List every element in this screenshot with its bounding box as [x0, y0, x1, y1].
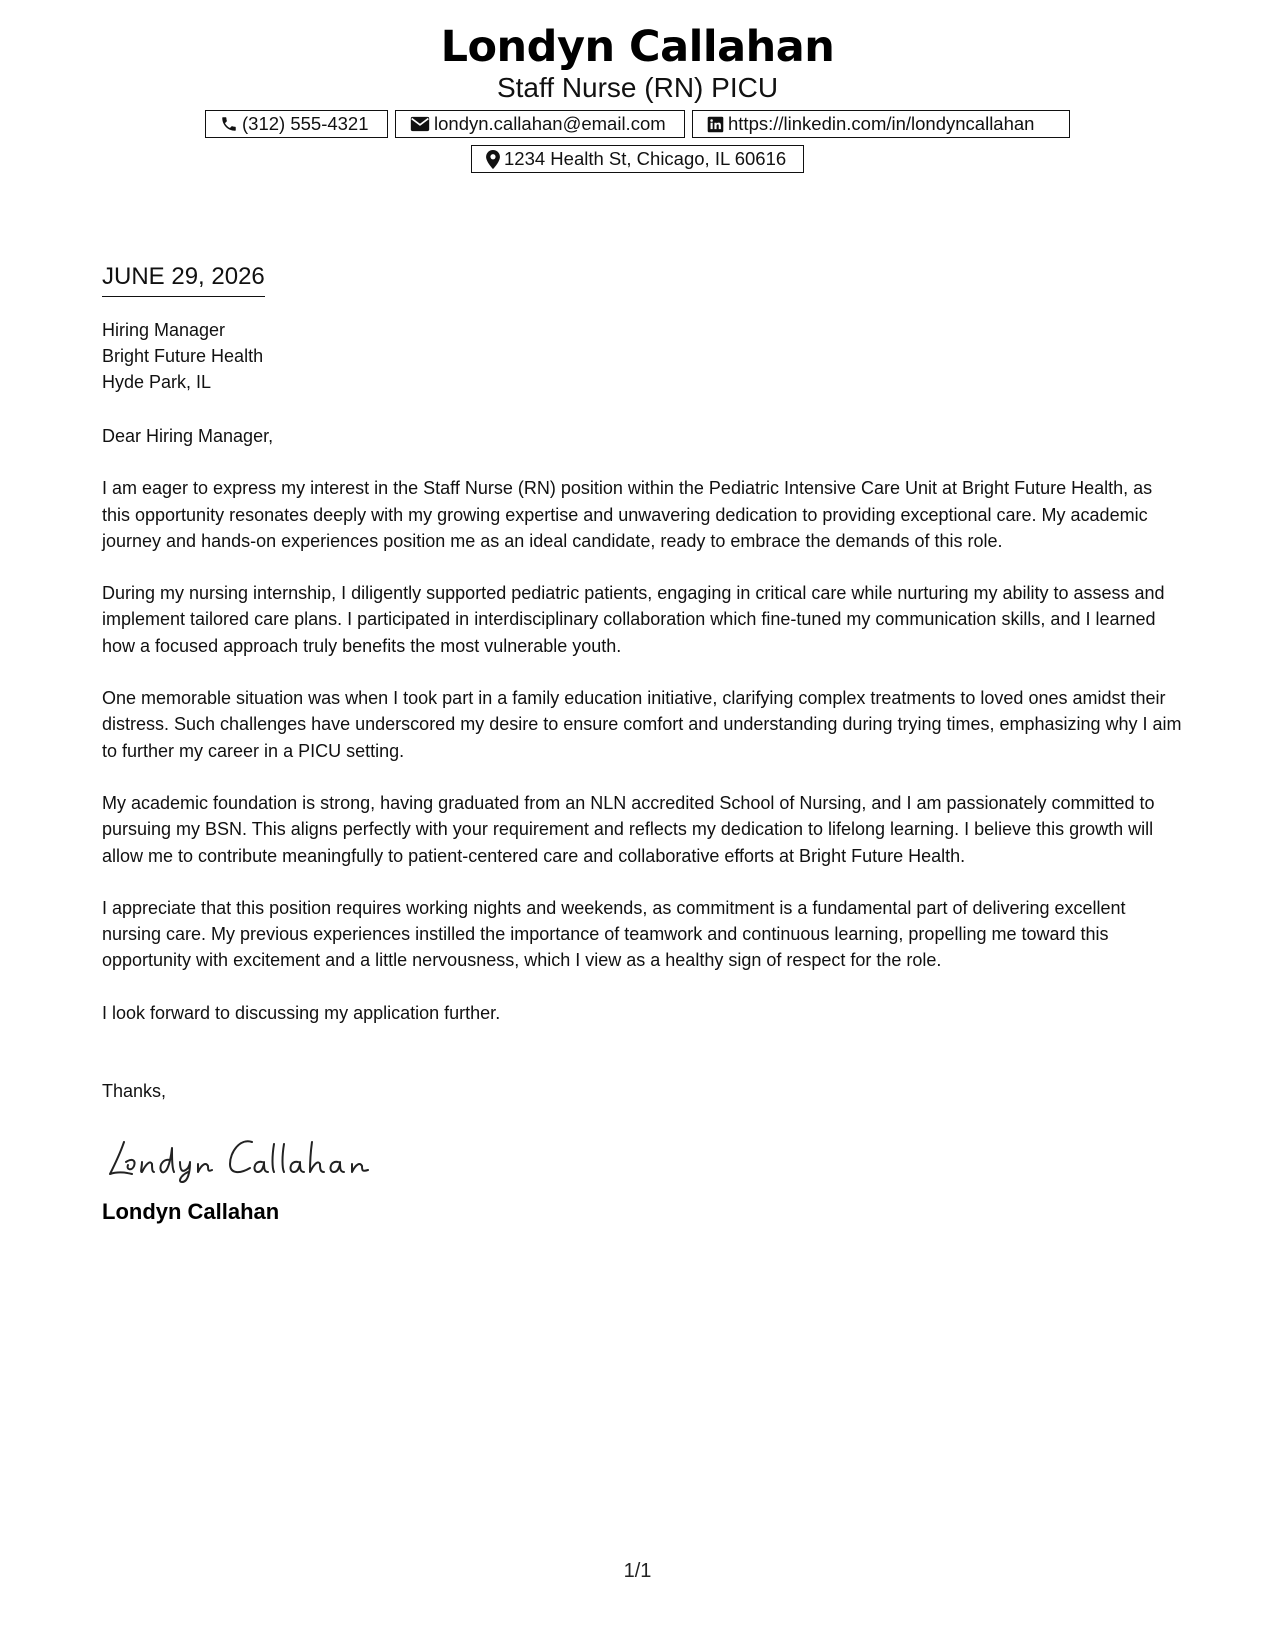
- handwritten-signature: [102, 1128, 382, 1184]
- contact-row-secondary: [0, 145, 1275, 173]
- contact-linkedin[interactable]: [692, 110, 1070, 138]
- linkedin-icon: [707, 116, 724, 133]
- recipient-company: Bright Future Health: [102, 346, 264, 366]
- body-paragraph: One memorable situation was when I took part in a family education initiative, clarifying complex treatments to loved ones amidst their distress. Such challenges have underscored my desire to ensure comfort and understanding during trying times, emphasizing why I aim to further my career in a PICU setting.: [102, 688, 1182, 761]
- envelope-icon: [410, 116, 430, 132]
- body-paragraph: During my nursing internship, I diligently supported pediatric patients, engaging in critical care while nurturing my ability to assess and implement tailored care plans. I participated in interdisciplinary collaboration which fine-tuned my communication skills, and I learned how a focused approach truly benefits the most vulnerable youth.: [102, 583, 1165, 656]
- letter-header: [0, 20, 1275, 173]
- recipient-location: Hyde Park, IL: [102, 372, 212, 392]
- page-number: 1/1: [623, 1560, 652, 1582]
- contact-phone-text: (312) 555-4321: [242, 113, 369, 134]
- applicant-name: Londyn Callahan: [440, 22, 835, 72]
- contact-row-primary: [0, 110, 1275, 138]
- phone-icon: [220, 115, 238, 133]
- contact-linkedin-text: https://linkedin.com/in/londyncallahan: [728, 113, 1035, 134]
- salutation: Dear Hiring Manager,: [102, 426, 274, 446]
- sign-off: Thanks,: [102, 1081, 167, 1102]
- body-paragraph: My academic foundation is strong, having graduated from an NLN accredited School of Nursing, and I am passionately committed to pursuing my BSN. This aligns perfectly with your requirement and reflects my dedication to lifelong learning. I believe this growth will allow me to contribute meaningfully to patient-centered care and collaborative efforts at Bright Future Health.: [102, 792, 1155, 866]
- contact-phone[interactable]: [205, 110, 388, 138]
- body-paragraph: I appreciate that this position requires working nights and weekends, as commitment is a fundamental part of delivering excellent nursing care. My previous experiences instilled the importance of teamwork and continuous learning, propelling me toward this opportunity with excitement and a little nervousness, which I view as a healthy sign of respect for the role.: [102, 897, 1126, 971]
- letter-date: JUNE 29, 2026: [102, 262, 265, 297]
- letter-body: [102, 262, 1182, 1226]
- recipient-block: [102, 317, 1182, 395]
- contact-address[interactable]: [471, 145, 804, 173]
- recipient-title: Hiring Manager: [102, 320, 226, 340]
- applicant-role: Staff Nurse (RN) PICU: [496, 72, 779, 103]
- closing-line: I look forward to discussing my application further.: [102, 1002, 501, 1023]
- contact-email-text: londyn.callahan@email.com: [434, 113, 666, 134]
- map-pin-icon: [486, 150, 500, 169]
- signed-name: Londyn Callahan: [102, 1199, 280, 1225]
- body-paragraph: I am eager to express my interest in the Staff Nurse (RN) position within the Pediatric Intensive Care Unit at Bright Future Health, as this opportunity resonates deeply with my growing expertise and unwavering dedication to providing exceptional care. My academic journey and hands-on experiences position me as an ideal candidate, ready to embrace the demands of this role.: [102, 478, 1153, 551]
- contact-address-text: 1234 Health St, Chicago, IL 60616: [504, 148, 787, 169]
- contact-email[interactable]: [395, 110, 685, 138]
